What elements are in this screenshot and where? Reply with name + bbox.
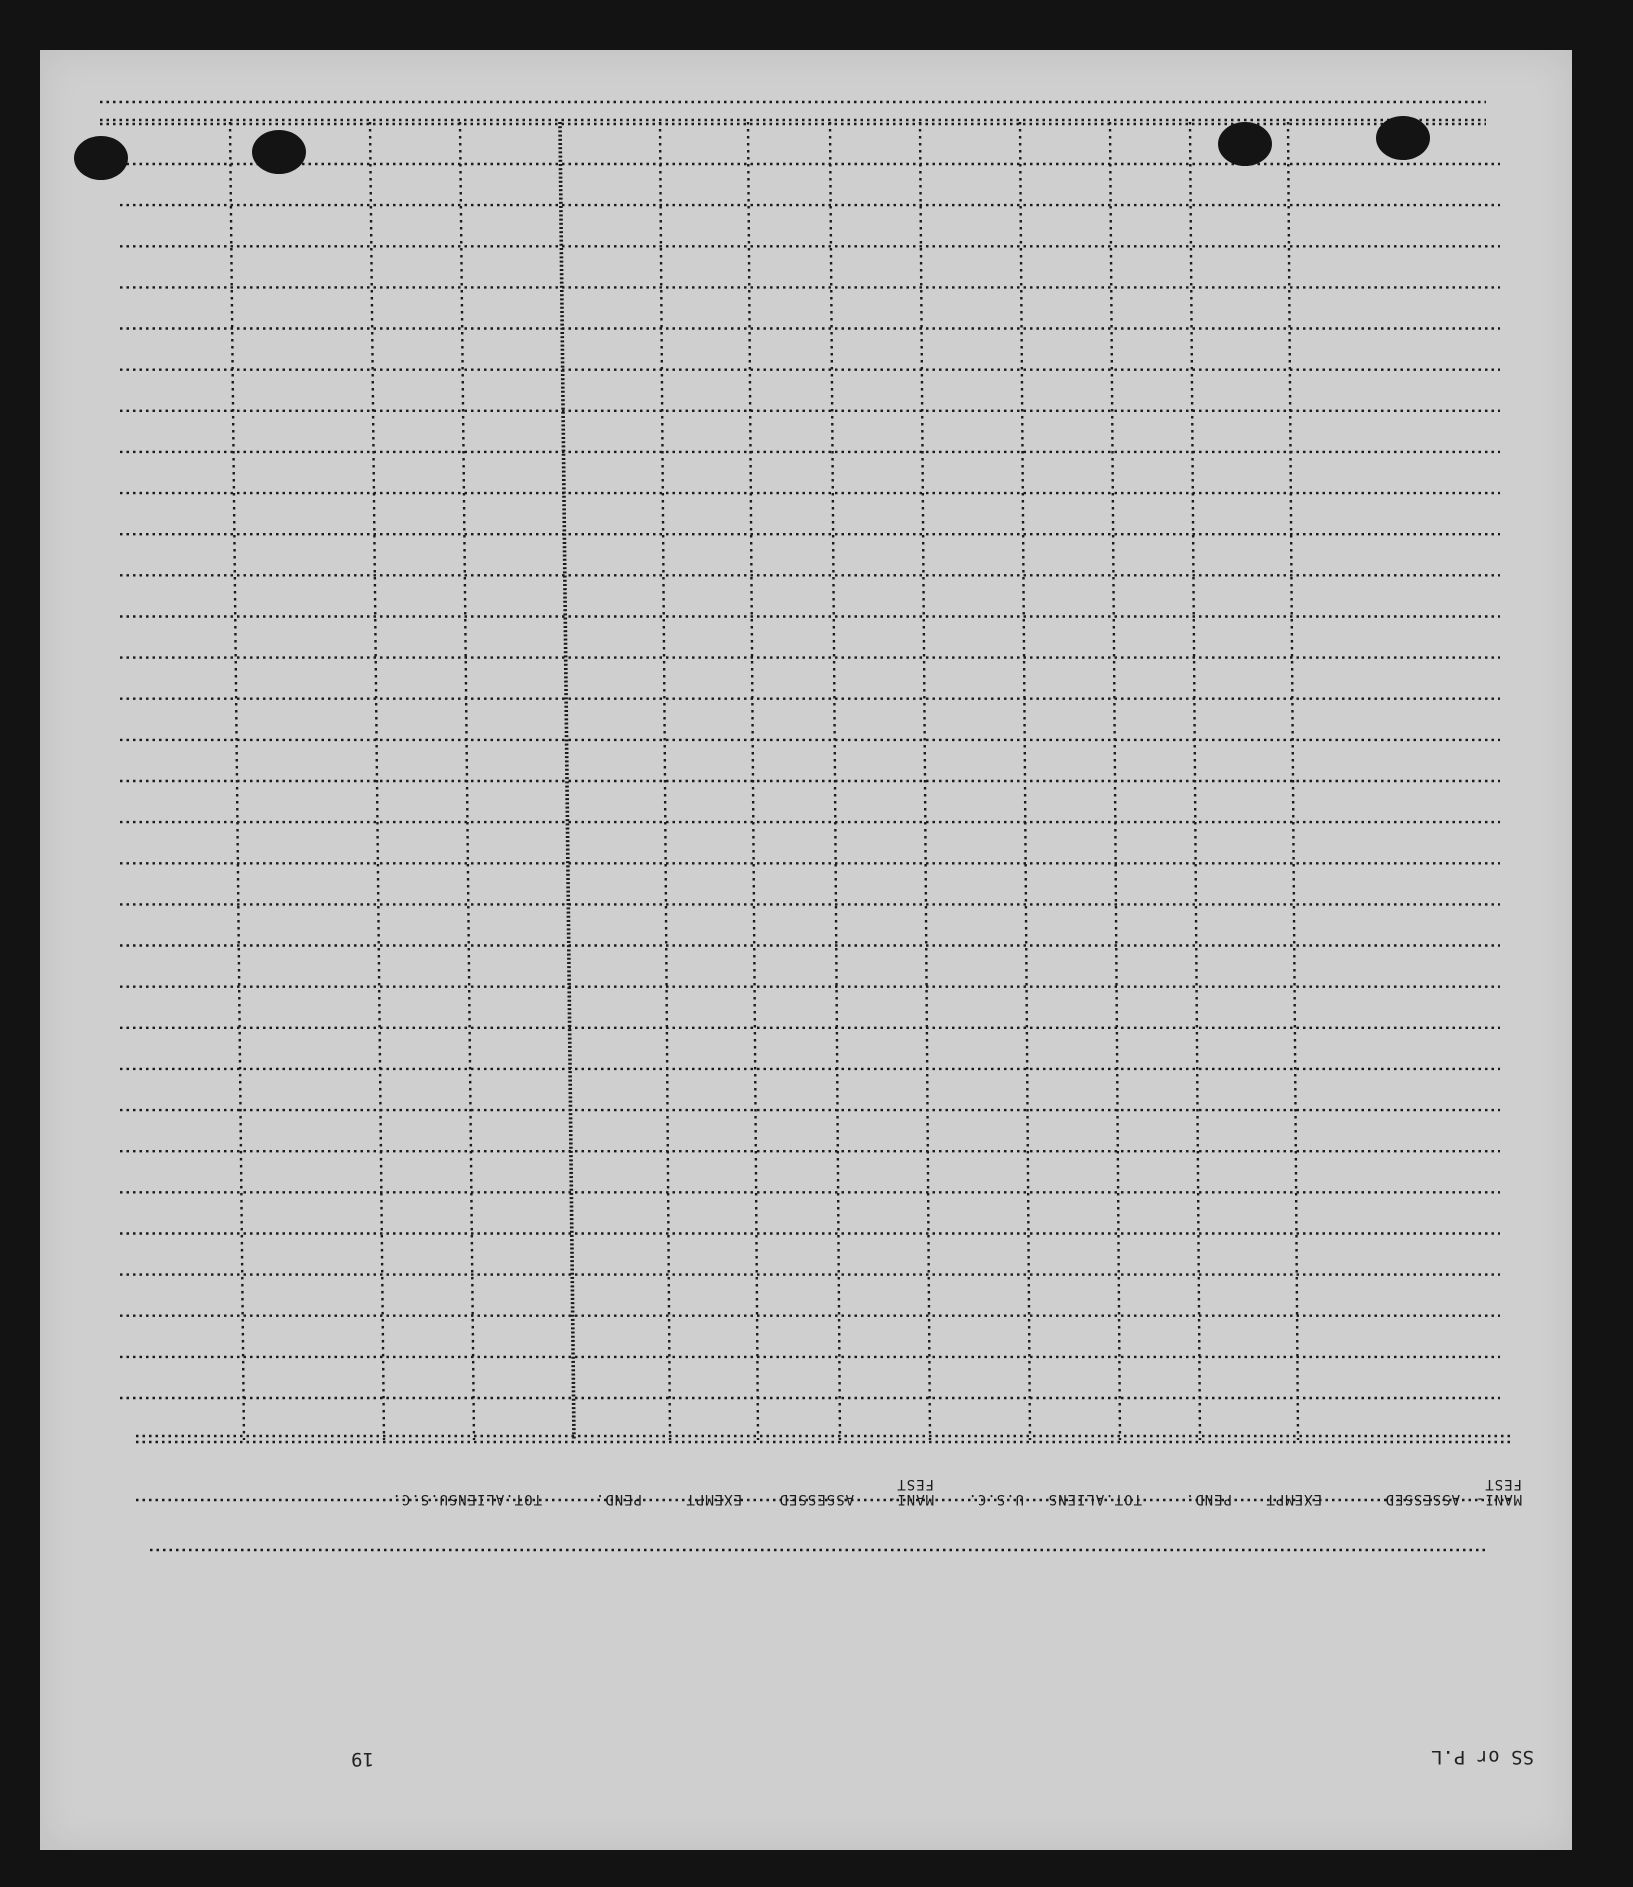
punch-hole xyxy=(252,130,306,174)
column-header: ASSESSED xyxy=(1384,1491,1460,1507)
column-header: U.S.C. xyxy=(391,1491,448,1507)
column-divider xyxy=(1110,122,1120,1440)
column-divider xyxy=(748,122,758,1440)
punch-hole xyxy=(74,136,128,180)
column-header: MANI- FEST xyxy=(1474,1476,1522,1507)
column-header: MANI- FEST xyxy=(886,1476,934,1507)
dotted-grid xyxy=(40,50,1572,1850)
column-header: EXEMPT xyxy=(1265,1491,1322,1507)
page-number: 19 xyxy=(351,1748,374,1770)
column-header: U.S.C. xyxy=(967,1491,1024,1507)
column-divider xyxy=(1020,122,1030,1440)
column-header: EXEMPT xyxy=(685,1491,742,1507)
column-header: PEND. xyxy=(1184,1491,1232,1507)
punch-hole xyxy=(1218,122,1272,166)
column-header: TOT.ALIENS xyxy=(447,1491,542,1507)
column-header: PEND. xyxy=(594,1491,642,1507)
column-header: ASSESSED xyxy=(778,1491,854,1507)
column-divider xyxy=(830,122,840,1440)
ledger-sheet xyxy=(40,50,1572,1850)
column-header: TOT.ALIENS xyxy=(1047,1491,1142,1507)
punch-hole xyxy=(1376,116,1430,160)
form-identifier: SS or P.L xyxy=(1431,1746,1534,1768)
column-divider xyxy=(1190,122,1200,1440)
